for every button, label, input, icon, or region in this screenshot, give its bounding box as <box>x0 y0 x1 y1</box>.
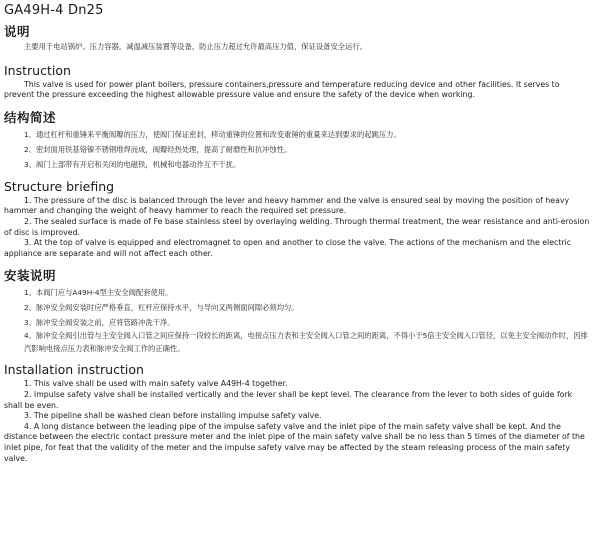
desc-cn-text: 主要用于电站锅炉、压力容器，减温减压装置等设备，防止压力超过允许最高压力值，保证设备安全运行。 <box>24 42 367 51</box>
struct-cn-item-3: 3、阀门上部带有开启和关闭的电磁铁，机械和电器动作互不干扰。 <box>24 159 241 169</box>
struct-en-item-1: 1. The pressure of the disc is balanced through the lever and heavy hammer and the valve is ensured seal by moving the position of heavy hammer and changing the weight of heavy hammer to reach the required set pressure. <box>4 195 570 216</box>
install-cn-heading: 安装说明 <box>4 268 57 284</box>
struct-cn-item-2: 2、密封面用铁基铬镍不锈钢堆焊而成，阀瓣经热处理，提高了耐磨性和抗冲蚀性。 <box>24 144 292 154</box>
install-cn-item-1: 1、本阀门应与A49H-4型主安全阀配套使用。 <box>24 288 173 298</box>
struct-cn-item-1: 1、通过杠杆和重锤来平衡阀瓣的压力，使阀门保证密封，移动重锤的位置和改变重锤的重量来达到要求的起跳压力。 <box>24 129 401 139</box>
install-en-heading: Installation instruction <box>4 362 144 378</box>
struct-en-item-3: 3. At the top of valve is equipped and electromagnet to open and another to close the valve. The actions of the mechanism and the electric appliance are separate and will not affect each other. <box>4 238 571 258</box>
desc-en-text: This valve is used for power plant boilers, pressure containers,pressure and temperature reducing device and other facilities. It serves to prevent the pressure exceeding the highest allowable pressure value and ensure the safety of the device when working. <box>4 79 560 100</box>
struct-en-item-2: 2. The sealed surface is made of Fe base stainless steel by overlaying welding. Through thermal treatment, the wear resistance and anti-erosion of disc is improved. <box>4 216 590 237</box>
model-title: GA49H-4 Dn25 <box>4 3 104 18</box>
install-en-item-3: 3. The pipeline shall be washed clean before installing impulse safety valve. <box>24 411 322 421</box>
desc-cn-heading: 说明 <box>4 24 31 39</box>
struct-en-heading: Structure briefing <box>4 178 115 194</box>
install-cn-item-2: 2、脉冲安全阀安装时应严格垂直，杠杆应保持水平，与导向叉两侧面间隙必须均匀。 <box>24 303 299 313</box>
install-en-item-2: 2. Impulse safety valve shall be installed vertically and the lever shall be kept level. The clearance from the lever to both sides of guide fork shall be even. <box>4 389 573 410</box>
install-cn-item-3: 3、脉冲安全阀安装之前，应将管路冲洗干净。 <box>24 318 175 328</box>
install-en-item-4: 4. A long distance between the leading pipe of the impulse safety valve and the inlet pipe of the main safety valve shall be kept. And the distance between the electric contact pressure meter and the inlet pipe of the main safety valve shall be no less than 5 times of the diameter of the inlet pipe, for feat that the validity of the meter and the impulse safety valve may be affected by the steam releasing process of the main safety valve. <box>4 421 585 463</box>
struct-cn-heading: 结构简述 <box>4 109 57 125</box>
desc-en-heading: Instruction <box>4 62 71 78</box>
install-cn-item-4: 4、脉冲安全阀引出管与主安全阀入口管之间应保持一段较长的距离，电接点压力表和主安全阀入口管之间的距离，不得小于5倍主安全阀入口管径，以免主安全阀动作时，因排汽影响电接点压力表和脉冲安全阀工作的正确性。 <box>24 331 588 353</box>
install-en-item-1: 1. This valve shall be used with main safety valve A49H-4 together. <box>24 379 288 389</box>
